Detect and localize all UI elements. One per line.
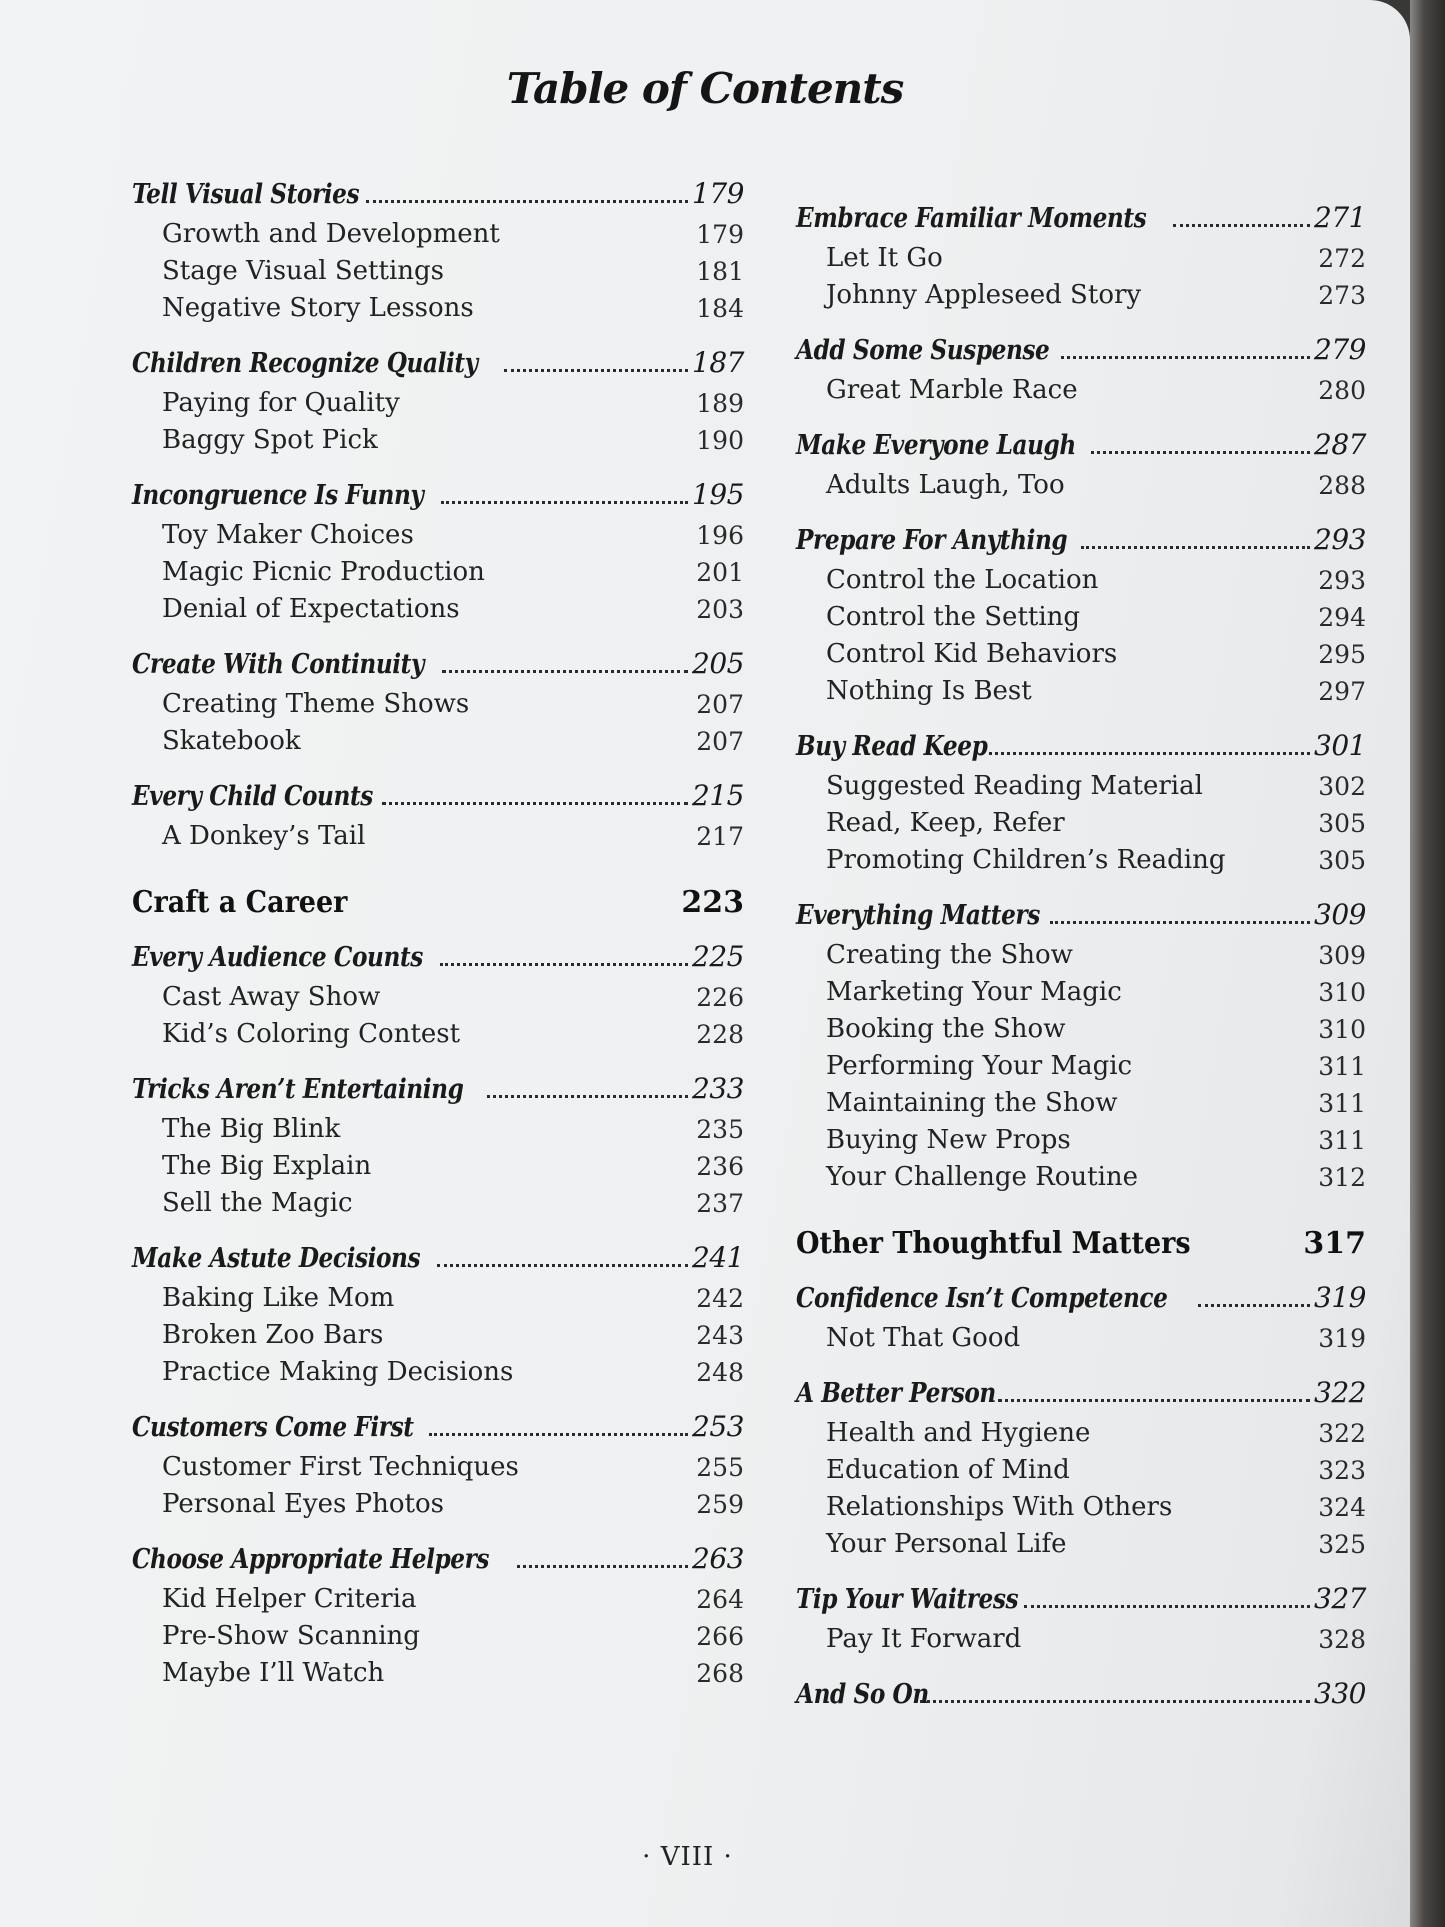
section-entry xyxy=(132,554,744,591)
chapter-group xyxy=(796,1672,1366,1716)
chapter-heading xyxy=(796,893,1366,937)
section-title: Kid Helper Criteria xyxy=(162,1584,417,1614)
chapter-heading xyxy=(132,341,744,385)
section-title: Let It Go xyxy=(826,243,943,273)
chapter-page-number: 271 xyxy=(1314,201,1366,234)
chapter-group xyxy=(796,724,1366,879)
chapter-heading xyxy=(132,1405,744,1449)
section-page-number: 268 xyxy=(696,1659,744,1688)
section-title: Creating the Show xyxy=(826,940,1073,970)
section-page-number: 242 xyxy=(696,1284,744,1313)
chapter-group xyxy=(132,1405,744,1523)
section-page-number: 311 xyxy=(1318,1126,1366,1155)
page-number-footer: · VIII · xyxy=(642,1842,733,1872)
chapter-title: Buy Read Keep xyxy=(796,731,988,762)
chapter-title: A Better Person xyxy=(796,1378,996,1409)
section-entry xyxy=(796,1526,1366,1563)
dot-leader xyxy=(1198,1304,1310,1307)
section-page-number: 312 xyxy=(1318,1163,1366,1192)
section-title: Practice Making Decisions xyxy=(162,1357,514,1387)
section-entry xyxy=(132,1016,744,1053)
section-entry xyxy=(796,1621,1366,1658)
section-entry xyxy=(796,562,1366,599)
chapter-group xyxy=(796,423,1366,504)
section-page-number: 203 xyxy=(696,595,744,624)
section-title: The Big Explain xyxy=(162,1151,372,1181)
section-page-number: 324 xyxy=(1318,1493,1366,1522)
chapter-page-number: 309 xyxy=(1314,898,1366,931)
chapter-group xyxy=(132,341,744,459)
section-page-number: 302 xyxy=(1318,772,1366,801)
chapter-title: Incongruence Is Funny xyxy=(132,480,424,511)
part-page-number: 223 xyxy=(681,885,744,920)
section-entry xyxy=(796,372,1366,409)
chapter-heading xyxy=(132,1067,744,1111)
section-entry xyxy=(132,1581,744,1618)
section-title: Not That Good xyxy=(826,1323,1021,1353)
section-entry xyxy=(132,1618,744,1655)
chapter-title: Tip Your Waitress xyxy=(796,1584,1019,1615)
section-entry xyxy=(132,1655,744,1692)
section-page-number: 179 xyxy=(696,220,744,249)
chapter-title: Make Everyone Laugh xyxy=(796,430,1076,461)
part-title: Craft a Career xyxy=(132,885,348,920)
section-page-number: 305 xyxy=(1318,846,1366,875)
section-entry xyxy=(796,1011,1366,1048)
dot-leader xyxy=(1024,1605,1310,1608)
section-title: Creating Theme Shows xyxy=(162,689,470,719)
chapter-title: Every Child Counts xyxy=(132,781,373,812)
chapter-group xyxy=(132,1537,744,1692)
chapter-group xyxy=(796,518,1366,710)
section-entry xyxy=(796,1452,1366,1489)
section-page-number: 310 xyxy=(1318,1015,1366,1044)
chapter-heading xyxy=(796,1672,1366,1716)
section-page-number: 236 xyxy=(696,1152,744,1181)
section-title: Control the Location xyxy=(826,565,1099,595)
section-entry xyxy=(796,768,1366,805)
chapter-group xyxy=(796,1276,1366,1357)
section-page-number: 248 xyxy=(696,1358,744,1387)
chapter-page-number: 279 xyxy=(1314,333,1366,366)
section-page-number: 272 xyxy=(1318,244,1366,273)
section-page-number: 228 xyxy=(696,1020,744,1049)
chapter-page-number: 215 xyxy=(692,779,744,812)
section-title: Stage Visual Settings xyxy=(162,256,445,286)
chapter-heading xyxy=(796,423,1366,467)
chapter-group xyxy=(132,642,744,760)
chapter-heading xyxy=(132,935,744,979)
dot-leader xyxy=(989,752,1311,755)
section-page-number: 207 xyxy=(696,727,744,756)
section-page-number: 196 xyxy=(696,521,744,550)
section-title: Control Kid Behaviors xyxy=(826,639,1118,669)
section-entry xyxy=(132,686,744,723)
section-title: Health and Hygiene xyxy=(826,1418,1091,1448)
chapter-page-number: 293 xyxy=(1314,523,1366,556)
section-title: Marketing Your Magic xyxy=(826,977,1122,1007)
chapter-heading xyxy=(796,1276,1366,1320)
toc-right-column xyxy=(796,196,1366,1730)
section-page-number: 235 xyxy=(696,1115,744,1144)
chapter-heading xyxy=(132,774,744,818)
section-entry xyxy=(132,1280,744,1317)
section-page-number: 310 xyxy=(1318,978,1366,1007)
chapter-title: Tell Visual Stories xyxy=(132,179,360,210)
section-title: A Donkey’s Tail xyxy=(162,821,366,851)
section-title: Negative Story Lessons xyxy=(162,293,474,323)
chapter-page-number: 301 xyxy=(1314,729,1366,762)
section-page-number: 190 xyxy=(696,426,744,455)
chapter-title: Embrace Familiar Moments xyxy=(796,203,1147,234)
section-page-number: 322 xyxy=(1318,1419,1366,1448)
chapter-title: Every Audience Counts xyxy=(132,942,423,973)
section-entry xyxy=(132,1317,744,1354)
section-title: Education of Mind xyxy=(826,1455,1070,1485)
section-page-number: 217 xyxy=(696,822,744,851)
chapter-page-number: 327 xyxy=(1314,1582,1366,1615)
section-entry xyxy=(132,979,744,1016)
chapter-title: Children Recognize Quality xyxy=(132,348,478,379)
section-page-number: 207 xyxy=(696,690,744,719)
section-entry xyxy=(796,636,1366,673)
chapter-group xyxy=(132,1067,744,1222)
dot-leader xyxy=(487,1095,688,1098)
chapter-heading xyxy=(796,724,1366,768)
section-title: Control the Setting xyxy=(826,602,1081,632)
section-entry xyxy=(796,1159,1366,1196)
section-title: Skatebook xyxy=(162,726,301,756)
chapter-title: And So On xyxy=(796,1679,929,1710)
book-spine-edge xyxy=(1410,0,1445,1927)
section-entry xyxy=(132,290,744,327)
section-entry xyxy=(796,1085,1366,1122)
chapter-title: Everything Matters xyxy=(796,900,1040,931)
dot-leader xyxy=(1061,356,1310,359)
chapter-group xyxy=(132,1236,744,1391)
section-page-number: 319 xyxy=(1318,1324,1366,1353)
chapter-heading xyxy=(796,328,1366,372)
chapter-heading xyxy=(796,518,1366,562)
section-title: Great Marble Race xyxy=(826,375,1078,405)
section-page-number: 201 xyxy=(696,558,744,587)
section-page-number: 255 xyxy=(696,1453,744,1482)
dot-leader xyxy=(998,1399,1310,1402)
section-title: Baggy Spot Pick xyxy=(162,425,378,455)
section-entry xyxy=(132,1185,744,1222)
section-entry xyxy=(132,591,744,628)
chapter-group xyxy=(132,473,744,628)
chapter-title: Choose Appropriate Helpers xyxy=(132,1544,490,1575)
section-title: Sell the Magic xyxy=(162,1188,353,1218)
section-title: Personal Eyes Photos xyxy=(162,1489,444,1519)
section-title: Promoting Children’s Reading xyxy=(826,845,1226,875)
chapter-group xyxy=(796,1371,1366,1563)
section-title: Growth and Development xyxy=(162,219,500,249)
section-page-number: 328 xyxy=(1318,1625,1366,1654)
section-entry xyxy=(132,1486,744,1523)
section-entry xyxy=(796,240,1366,277)
chapter-page-number: 195 xyxy=(692,478,744,511)
section-page-number: 294 xyxy=(1318,603,1366,632)
section-entry xyxy=(796,1415,1366,1452)
section-entry xyxy=(796,599,1366,636)
section-title: Your Personal Life xyxy=(826,1529,1067,1559)
chapter-heading xyxy=(796,196,1366,240)
part-heading xyxy=(796,1218,1366,1270)
section-page-number: 237 xyxy=(696,1189,744,1218)
section-page-number: 297 xyxy=(1318,677,1366,706)
dot-leader xyxy=(437,1264,688,1267)
section-title: Adults Laugh, Too xyxy=(826,470,1065,500)
chapter-group xyxy=(796,893,1366,1196)
dot-leader xyxy=(441,501,688,504)
section-title: Performing Your Magic xyxy=(826,1051,1133,1081)
section-page-number: 184 xyxy=(696,294,744,323)
part-heading xyxy=(132,877,744,929)
section-page-number: 305 xyxy=(1318,809,1366,838)
chapter-page-number: 225 xyxy=(692,940,744,973)
section-page-number: 311 xyxy=(1318,1089,1366,1118)
chapter-page-number: 179 xyxy=(692,177,744,210)
section-entry xyxy=(132,385,744,422)
chapter-page-number: 322 xyxy=(1314,1376,1366,1409)
section-entry xyxy=(796,937,1366,974)
section-entry xyxy=(132,517,744,554)
chapter-page-number: 187 xyxy=(692,346,744,379)
section-title: Johnny Appleseed Story xyxy=(826,280,1142,310)
section-page-number: 266 xyxy=(696,1622,744,1651)
section-title: Baking Like Mom xyxy=(162,1283,395,1313)
page-title: Table of Contents xyxy=(506,64,904,113)
section-title: Broken Zoo Bars xyxy=(162,1320,384,1350)
section-title: Relationships With Others xyxy=(826,1492,1173,1522)
dot-leader xyxy=(1091,451,1310,454)
section-page-number: 288 xyxy=(1318,471,1366,500)
chapter-group xyxy=(132,935,744,1053)
dot-leader xyxy=(517,1565,688,1568)
section-title: The Big Blink xyxy=(162,1114,341,1144)
section-page-number: 264 xyxy=(696,1585,744,1614)
chapter-group xyxy=(132,172,744,327)
dot-leader xyxy=(429,1433,688,1436)
chapter-group xyxy=(796,328,1366,409)
section-entry xyxy=(132,216,744,253)
chapter-page-number: 263 xyxy=(692,1542,744,1575)
section-page-number: 226 xyxy=(696,983,744,1012)
chapter-page-number: 233 xyxy=(692,1072,744,1105)
chapter-heading xyxy=(132,1236,744,1280)
chapter-title: Confidence Isn’t Competence xyxy=(796,1283,1168,1314)
section-title: Kid’s Coloring Contest xyxy=(162,1019,461,1049)
section-entry xyxy=(132,1148,744,1185)
chapter-group xyxy=(796,196,1366,314)
section-title: Nothing Is Best xyxy=(826,676,1032,706)
chapter-page-number: 241 xyxy=(692,1241,744,1274)
section-page-number: 259 xyxy=(696,1490,744,1519)
chapter-title: Prepare For Anything xyxy=(796,525,1068,556)
section-page-number: 295 xyxy=(1318,640,1366,669)
section-title: Maintaining the Show xyxy=(826,1088,1118,1118)
dot-leader xyxy=(1050,921,1310,924)
section-title: Paying for Quality xyxy=(162,388,400,418)
toc-left-column xyxy=(132,172,744,1706)
section-page-number: 280 xyxy=(1318,376,1366,405)
dot-leader xyxy=(366,200,688,203)
section-title: Your Challenge Routine xyxy=(826,1162,1139,1192)
section-entry xyxy=(796,1320,1366,1357)
chapter-title: Customers Come First xyxy=(132,1412,414,1443)
part-page-number: 317 xyxy=(1303,1226,1366,1261)
section-page-number: 243 xyxy=(696,1321,744,1350)
chapter-heading xyxy=(132,642,744,686)
section-entry xyxy=(796,1048,1366,1085)
chapter-page-number: 319 xyxy=(1314,1281,1366,1314)
chapter-title: Make Astute Decisions xyxy=(132,1243,421,1274)
section-entry xyxy=(796,1489,1366,1526)
section-entry xyxy=(132,818,744,855)
section-page-number: 293 xyxy=(1318,566,1366,595)
section-page-number: 309 xyxy=(1318,941,1366,970)
chapter-group xyxy=(132,774,744,855)
chapter-title: Add Some Suspense xyxy=(796,335,1050,366)
section-title: Denial of Expectations xyxy=(162,594,460,624)
chapter-heading xyxy=(132,473,744,517)
section-title: Customer First Techniques xyxy=(162,1452,519,1482)
dot-leader xyxy=(920,1700,1310,1703)
section-page-number: 311 xyxy=(1318,1052,1366,1081)
section-title: Suggested Reading Material xyxy=(826,771,1203,801)
section-title: Magic Picnic Production xyxy=(162,557,485,587)
section-entry xyxy=(132,723,744,760)
dot-leader xyxy=(1173,224,1310,227)
chapter-heading xyxy=(796,1371,1366,1415)
section-entry xyxy=(132,253,744,290)
section-entry xyxy=(132,1449,744,1486)
section-entry xyxy=(132,1111,744,1148)
section-entry xyxy=(796,842,1366,879)
dot-leader xyxy=(382,802,688,805)
section-title: Cast Away Show xyxy=(162,982,381,1012)
dot-leader xyxy=(1081,546,1310,549)
section-title: Booking the Show xyxy=(826,1014,1066,1044)
chapter-heading xyxy=(132,172,744,216)
section-entry xyxy=(796,673,1366,710)
section-entry xyxy=(796,974,1366,1011)
section-title: Maybe I’ll Watch xyxy=(162,1658,385,1688)
section-entry xyxy=(796,1122,1366,1159)
dot-leader xyxy=(442,670,688,673)
section-page-number: 189 xyxy=(696,389,744,418)
section-title: Toy Maker Choices xyxy=(162,520,414,550)
chapter-heading xyxy=(796,1577,1366,1621)
part-title: Other Thoughtful Matters xyxy=(796,1226,1191,1261)
section-page-number: 273 xyxy=(1318,281,1366,310)
section-entry xyxy=(132,1354,744,1391)
chapter-page-number: 330 xyxy=(1314,1677,1366,1710)
section-title: Pre-Show Scanning xyxy=(162,1621,420,1651)
section-entry xyxy=(132,422,744,459)
section-title: Pay It Forward xyxy=(826,1624,1022,1654)
chapter-heading xyxy=(132,1537,744,1581)
section-entry xyxy=(796,277,1366,314)
chapter-page-number: 253 xyxy=(692,1410,744,1443)
section-page-number: 325 xyxy=(1318,1530,1366,1559)
dot-leader xyxy=(440,963,688,966)
section-title: Buying New Props xyxy=(826,1125,1071,1155)
section-title: Read, Keep, Refer xyxy=(826,808,1065,838)
chapter-page-number: 205 xyxy=(692,647,744,680)
chapter-title: Tricks Aren’t Entertaining xyxy=(132,1074,464,1105)
chapter-title: Create With Continuity xyxy=(132,649,425,680)
chapter-group xyxy=(796,1577,1366,1658)
section-page-number: 181 xyxy=(696,257,744,286)
chapter-page-number: 287 xyxy=(1314,428,1366,461)
section-page-number: 323 xyxy=(1318,1456,1366,1485)
section-entry xyxy=(796,467,1366,504)
dot-leader xyxy=(504,369,688,372)
section-entry xyxy=(796,805,1366,842)
